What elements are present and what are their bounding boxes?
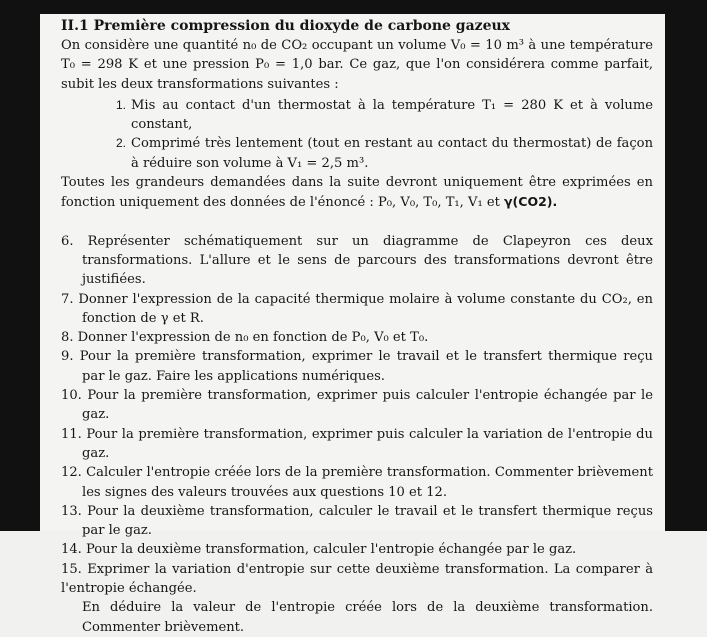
section-heading: II.1 Première compression du dioxyde de carbone gazeux bbox=[61, 18, 511, 34]
instructions-paragraph bbox=[61, 173, 653, 213]
question-10: 10. Pour la première transformation, exprimer puis calculer l'entropie échangée par le gaz. bbox=[61, 388, 653, 423]
blank-line bbox=[61, 213, 653, 232]
document-content bbox=[61, 17, 653, 637]
question-15-followup: En déduire la valeur de l'entropie créée lors de la deuxième transformation. Commenter brièvement. bbox=[82, 600, 653, 635]
transformation-item bbox=[61, 96, 653, 135]
right-black-border bbox=[665, 0, 707, 531]
gamma-symbol: γ(CO2). bbox=[504, 194, 558, 210]
question-15: 15. Exprimer la variation d'entropie sur cette deuxième transformation. La comparer à l'entropie échangée. bbox=[61, 561, 653, 597]
question-6: 6. Représenter schématiquement sur un diagramme de Clapeyron ces deux transformations. L'allure et le sens de parcours des transformations devront être justifiées. bbox=[61, 233, 653, 288]
question-9: 9. Pour la première transformation, exprimer le travail et le transfert thermique reçu par le gaz. Faire les applications numériques. bbox=[61, 349, 653, 384]
question-7: 7. Donner l'expression de la capacité thermique molaire à volume constante du CO₂, en fonction de γ et R. bbox=[61, 291, 653, 326]
question-14: 14. Pour la deuxième transformation, calculer l'entropie échangée par le gaz. bbox=[61, 542, 577, 558]
question-13: 13. Pour la deuxième transformation, calculer le travail et le transfert thermique reçus par le gaz. bbox=[61, 503, 653, 539]
transformation-number: 2. bbox=[116, 136, 127, 151]
intro-paragraph: On considère une quantité n₀ de CO₂ occupant un volume V₀ = 10 m³ à une température T₀ = 298 K et une pression P₀ = 1,0 bar. Ce gaz, que l'on considérera comme parfait, subit les deux transformations suivantes : bbox=[61, 38, 653, 92]
transformation-item bbox=[61, 134, 653, 173]
transformation-text: Comprimé très lentement (tout en restant au contact du thermostat) de façon à réduire son volume à V₁ = 2,5 m³. bbox=[131, 136, 653, 171]
transformation-text: Mis au contact d'un thermostat à la température T₁ = 280 K et à volume constant, bbox=[131, 97, 653, 133]
transformation-number: 1. bbox=[116, 97, 127, 112]
left-black-border bbox=[0, 0, 40, 531]
question-8: 8. Donner l'expression de n₀ en fonction de P₀, V₀ et T₀. bbox=[61, 330, 429, 346]
question-11: 11. Pour la première transformation, exprimer puis calculer la variation de l'entropie du gaz. bbox=[61, 426, 653, 461]
transformations-list bbox=[61, 96, 653, 173]
question-12: 12. Calculer l'entropie créée lors de la première transformation. Commenter brièvement les signes des valeurs trouvées aux questions 10 et 12. bbox=[61, 465, 653, 500]
top-black-border bbox=[40, 0, 665, 14]
instructions-text: Toutes les grandeurs demandées dans la suite devront uniquement être exprimées en fonction uniquement des données de l'énoncé : P₀, V₀, T₀, T₁, V₁ et bbox=[61, 175, 653, 211]
